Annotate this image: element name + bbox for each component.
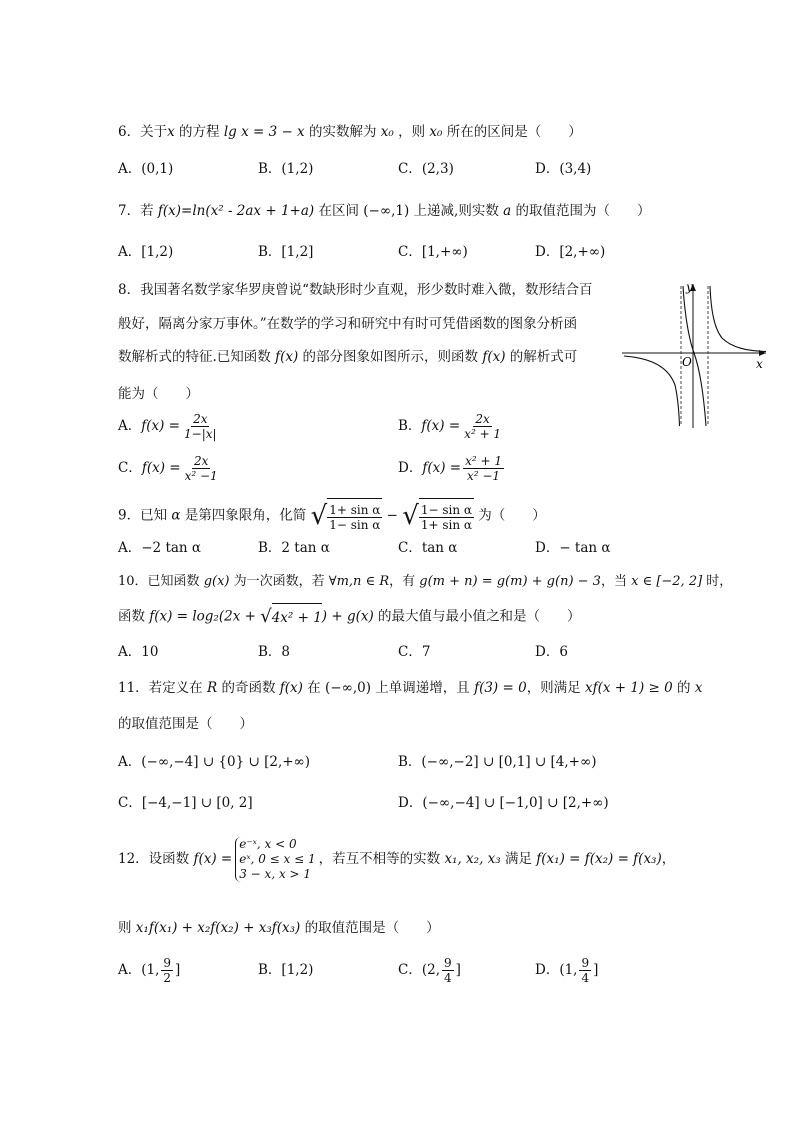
q10-fdef-b: ) + g(x) xyxy=(321,608,374,625)
q7-function: f(x)=ln(x² - 2ax + 1+a) xyxy=(157,203,315,219)
q8-option-c-label: C． xyxy=(118,460,142,476)
q12-case-2: eˣ, 0 ≤ x ≤ 1 xyxy=(239,852,316,866)
q12-option-c-num: 9 xyxy=(444,956,452,970)
q10-sqrt: √ 4x² + 1 xyxy=(260,603,322,631)
q7-stem xyxy=(118,201,650,221)
q8-text-a: 数解析式的特征.已知函数 xyxy=(118,349,276,365)
q7-option-a: A．[1,2) xyxy=(118,244,174,260)
q6-option-c: C．(2,3) xyxy=(398,161,454,177)
q7-var-a: a xyxy=(503,203,512,219)
q8-option-a-fraction xyxy=(182,412,219,441)
q11-fx: f(x) xyxy=(279,680,303,696)
q8-option-d-den: x² −1 xyxy=(466,469,501,483)
q10-text-f: 函数 xyxy=(118,608,150,625)
q12-xs: x₁, x₂, x₃ xyxy=(444,851,501,867)
q12-option-b-label: B． xyxy=(258,962,282,978)
q12-option-c-left: (2, xyxy=(421,962,440,978)
q6-text-b: 的方程 xyxy=(174,124,224,140)
q10-option-c: C．7 xyxy=(398,644,431,660)
q12-option-c-fraction xyxy=(442,956,454,985)
q11-interval: (−∞,0) xyxy=(325,680,371,696)
q8-option-d-lhs: f(x) = xyxy=(422,460,462,476)
q8-option-b-num: 2x xyxy=(475,412,490,426)
q9-stem xyxy=(118,498,546,534)
q10-gx: g(x) xyxy=(203,574,230,589)
q6-x0-b: x₀ xyxy=(429,124,443,140)
q12-text-f: 的取值范围是（ ） xyxy=(300,920,440,936)
q12-case-1: e⁻ˣ, x < 0 xyxy=(239,837,297,851)
q9-sqrt-2-den: 1+ sin α xyxy=(420,518,472,532)
q12-option-a xyxy=(118,953,180,987)
q6-text-e: 所在的区间是（ ） xyxy=(442,124,582,140)
q8-option-d-fraction xyxy=(463,454,504,483)
q8-option-c-fraction xyxy=(183,454,220,483)
q11-option-b: B．(−∞,−2] ∪ [0,1] ∪ [4,+∞) xyxy=(398,754,597,770)
q9-text-c: 为（ ） xyxy=(473,507,546,524)
q9-option-b: B．2 tan α xyxy=(258,540,330,556)
q8-option-a-den: 1−|x| xyxy=(184,427,217,441)
q11-text-f: 的 xyxy=(672,680,695,696)
q11-text-a: 11．若定义在 xyxy=(118,680,207,696)
q12-option-a-den: 2 xyxy=(163,971,172,985)
q10-text-d: ，当 xyxy=(600,574,632,589)
q12-case-3: 3 − x, x > 1 xyxy=(239,867,312,881)
q12-fx: f(x) = xyxy=(193,851,233,867)
q11-f3: f(3) = 0 xyxy=(474,680,527,696)
q10-line-2 xyxy=(118,603,581,631)
q9-minus: − xyxy=(382,507,403,524)
q6-option-d: D．(3,4) xyxy=(535,161,592,177)
q8-option-c-lhs: f(x) = xyxy=(141,460,181,476)
q6-option-b: B．(1,2) xyxy=(258,161,314,177)
q9-sqrt-2: √ $\frac{\text{1− sin α}}{\text{1+ sin α}}$ xyxy=(402,498,474,534)
q12-option-b-text: [1,2) xyxy=(281,962,314,978)
q8-line-1: 8．我国著名数学家华罗庚曾说“数缺形时少直观，形少数时难入微，数形结合百 xyxy=(118,282,593,298)
q6-option-a: A．(0,1) xyxy=(118,161,174,177)
q11-option-d: D．(−∞,−4] ∪ [−1,0] ∪ [2,+∞) xyxy=(398,795,609,811)
q12-option-a-left: (1, xyxy=(141,962,160,978)
q12-equalities: f(x₁) = f(x₂) = f(x₃) xyxy=(536,851,662,867)
q8-option-c-den: x² −1 xyxy=(184,469,218,483)
q7-interval: (−∞,1) xyxy=(363,203,410,219)
q7-text-c: 上递减,则实数 xyxy=(409,203,504,219)
q12-option-d-fraction xyxy=(579,956,591,985)
q8-option-b-den: x² + 1 xyxy=(464,427,502,441)
q11-option-a: A．(−∞,−4] ∪ {0} ∪ [2,+∞) xyxy=(118,754,311,770)
q7-text-a: 7．若 xyxy=(118,203,158,219)
q12-option-b xyxy=(258,959,313,981)
q10-line-1 xyxy=(118,572,732,592)
q11-R: R xyxy=(206,680,218,696)
q8-option-d-num: x² + 1 xyxy=(465,454,502,468)
q10-g-equation: g(m + n) = g(m) + g(n) − 3 xyxy=(419,574,601,589)
q10-fdef-a: f(x) = log₂(2x + xyxy=(149,608,261,625)
q8-option-d-label: D． xyxy=(398,460,423,476)
q12-option-c xyxy=(398,953,461,987)
q10-option-d: D．6 xyxy=(535,644,568,660)
q6-var-x: x xyxy=(167,124,175,140)
q12-line-2 xyxy=(118,918,440,938)
q8-option-c-num: 2x xyxy=(193,454,209,468)
q12-option-d-den: 4 xyxy=(581,971,590,985)
q12-option-c-label: C． xyxy=(398,962,422,978)
q12-option-d-num: 9 xyxy=(581,956,590,970)
q12-text-c: 满足 xyxy=(500,851,537,867)
q10-radicand: 4x² + 1 xyxy=(272,603,322,631)
q11-option-c: C．[−4,−1] ∪ [0, 2] xyxy=(118,795,253,811)
q10-forall: ∀m,n ∈ R xyxy=(328,574,390,589)
q12-text-b: ，若互不相等的实数 xyxy=(318,851,445,867)
q12-option-c-den: 4 xyxy=(444,971,452,985)
q8-option-b xyxy=(398,412,505,441)
q12-option-c-right: ] xyxy=(455,962,461,978)
q12-text-a: 12．设函数 xyxy=(118,851,194,867)
q10-text-e: 时， xyxy=(702,574,733,589)
q12-line-1 xyxy=(118,834,675,884)
q8-line-3 xyxy=(118,347,577,367)
q11-text-b: 的奇函数 xyxy=(217,680,280,696)
q8-option-a-num: 2x xyxy=(193,412,208,426)
q8-option-c xyxy=(118,454,222,483)
q8-function-graph xyxy=(620,280,770,430)
q10-option-b: B．8 xyxy=(258,644,291,660)
q12-text-e: 则 xyxy=(118,920,136,936)
q7-option-c: C．[1,+∞) xyxy=(398,244,468,260)
q9-option-d: D．− tan α xyxy=(535,540,611,556)
q8-option-d xyxy=(398,454,506,483)
q10-text-c: ，有 xyxy=(389,574,420,589)
q12-expression: x₁f(x₁) + x₂f(x₂) + x₃f(x₃) xyxy=(135,920,301,936)
q8-option-b-fraction xyxy=(462,412,503,441)
q9-text-b: 是第四象限角，化简 xyxy=(180,507,311,524)
q8-line-2: 般好，隔离分家万事休。”在数学的学习和研究中有时可凭借函数的图象分析函 xyxy=(118,316,578,332)
q7-text-b: 在区间 xyxy=(314,203,364,219)
q12-option-d xyxy=(535,953,598,987)
q8-fx-1: f(x) xyxy=(275,349,299,365)
q8-option-a-lhs: f(x) = xyxy=(141,418,180,434)
q10-text-a: 10．已知函数 xyxy=(118,574,204,589)
q11-line-1 xyxy=(118,678,702,698)
q7-option-b: B．[1,2] xyxy=(258,244,314,260)
q12-option-d-left: (1, xyxy=(559,962,578,978)
q12-option-a-label: A． xyxy=(118,962,142,978)
q8-graph-curve-right xyxy=(710,286,766,352)
q9-option-a: A．−2 tan α xyxy=(118,540,202,556)
q9-option-c: C．tan α xyxy=(398,540,458,556)
q8-option-a xyxy=(118,412,221,441)
q11-text-c: 在 xyxy=(302,680,325,696)
q8-graph-origin-label: O xyxy=(682,355,692,369)
q8-line-4: 能为（ ） xyxy=(118,386,199,402)
q7-option-d: D．[2,+∞) xyxy=(535,244,606,260)
q11-inequality: xf(x + 1) ≥ 0 xyxy=(584,680,673,696)
q10-text-b: 为一次函数，若 xyxy=(229,574,329,589)
q6-text-a: 6．关于 xyxy=(118,124,168,140)
q6-text-d: ，则 xyxy=(393,124,430,140)
q9-alpha: α xyxy=(171,507,181,524)
q12-option-d-right: ] xyxy=(593,962,599,978)
q8-graph-curve-left xyxy=(624,356,680,426)
q11-text-d: 上单调递增，且 xyxy=(370,680,475,696)
q6-text-c: 的实数解为 xyxy=(304,124,381,140)
q8-fx-2: f(x) xyxy=(482,349,506,365)
q7-text-d: 的取值范围为（ ） xyxy=(511,203,651,219)
q8-graph-y-label: y xyxy=(686,280,693,294)
q11-text-e: ，则满足 xyxy=(526,680,585,696)
q8-option-a-label: A． xyxy=(118,418,142,434)
q8-graph-x-label: x xyxy=(756,357,763,371)
q11-line-2: 的取值范围是（ ） xyxy=(118,716,253,732)
q8-text-c: 的解析式可 xyxy=(505,349,578,365)
q8-text-b: 的部分图象如图所示，则函数 xyxy=(298,349,483,365)
q12-piecewise xyxy=(235,837,315,882)
q9-sqrt-1-num: 1+ sin α xyxy=(329,503,381,517)
q12-option-a-right: ] xyxy=(175,962,181,978)
q8-option-b-label: B． xyxy=(398,418,422,434)
q12-option-a-fraction xyxy=(161,956,173,985)
q8-option-b-lhs: f(x) = xyxy=(421,418,461,434)
q12-text-d: ， xyxy=(661,851,676,867)
q12-option-d-label: D． xyxy=(535,962,560,978)
q10-text-g: 的最大值与最小值之和是（ ） xyxy=(373,608,581,625)
q9-sqrt-1-den: 1− sin α xyxy=(329,518,381,532)
q11-x: x xyxy=(694,680,703,696)
q12-option-a-num: 9 xyxy=(163,956,172,970)
q10-domain: x ∈ [−2, 2] xyxy=(631,574,703,589)
q9-text-a: 9．已知 xyxy=(118,507,172,524)
q10-option-a: A．10 xyxy=(118,644,159,660)
q9-sqrt-2-num: 1− sin α xyxy=(420,503,472,517)
q6-x0: x₀ xyxy=(380,124,394,140)
q6-equation: lg x = 3 − x xyxy=(223,124,305,140)
q9-sqrt-1: √ $\frac{\text{1+ sin α}}{\text{1− sin α}}$ xyxy=(311,498,383,534)
q6-stem xyxy=(118,122,582,142)
